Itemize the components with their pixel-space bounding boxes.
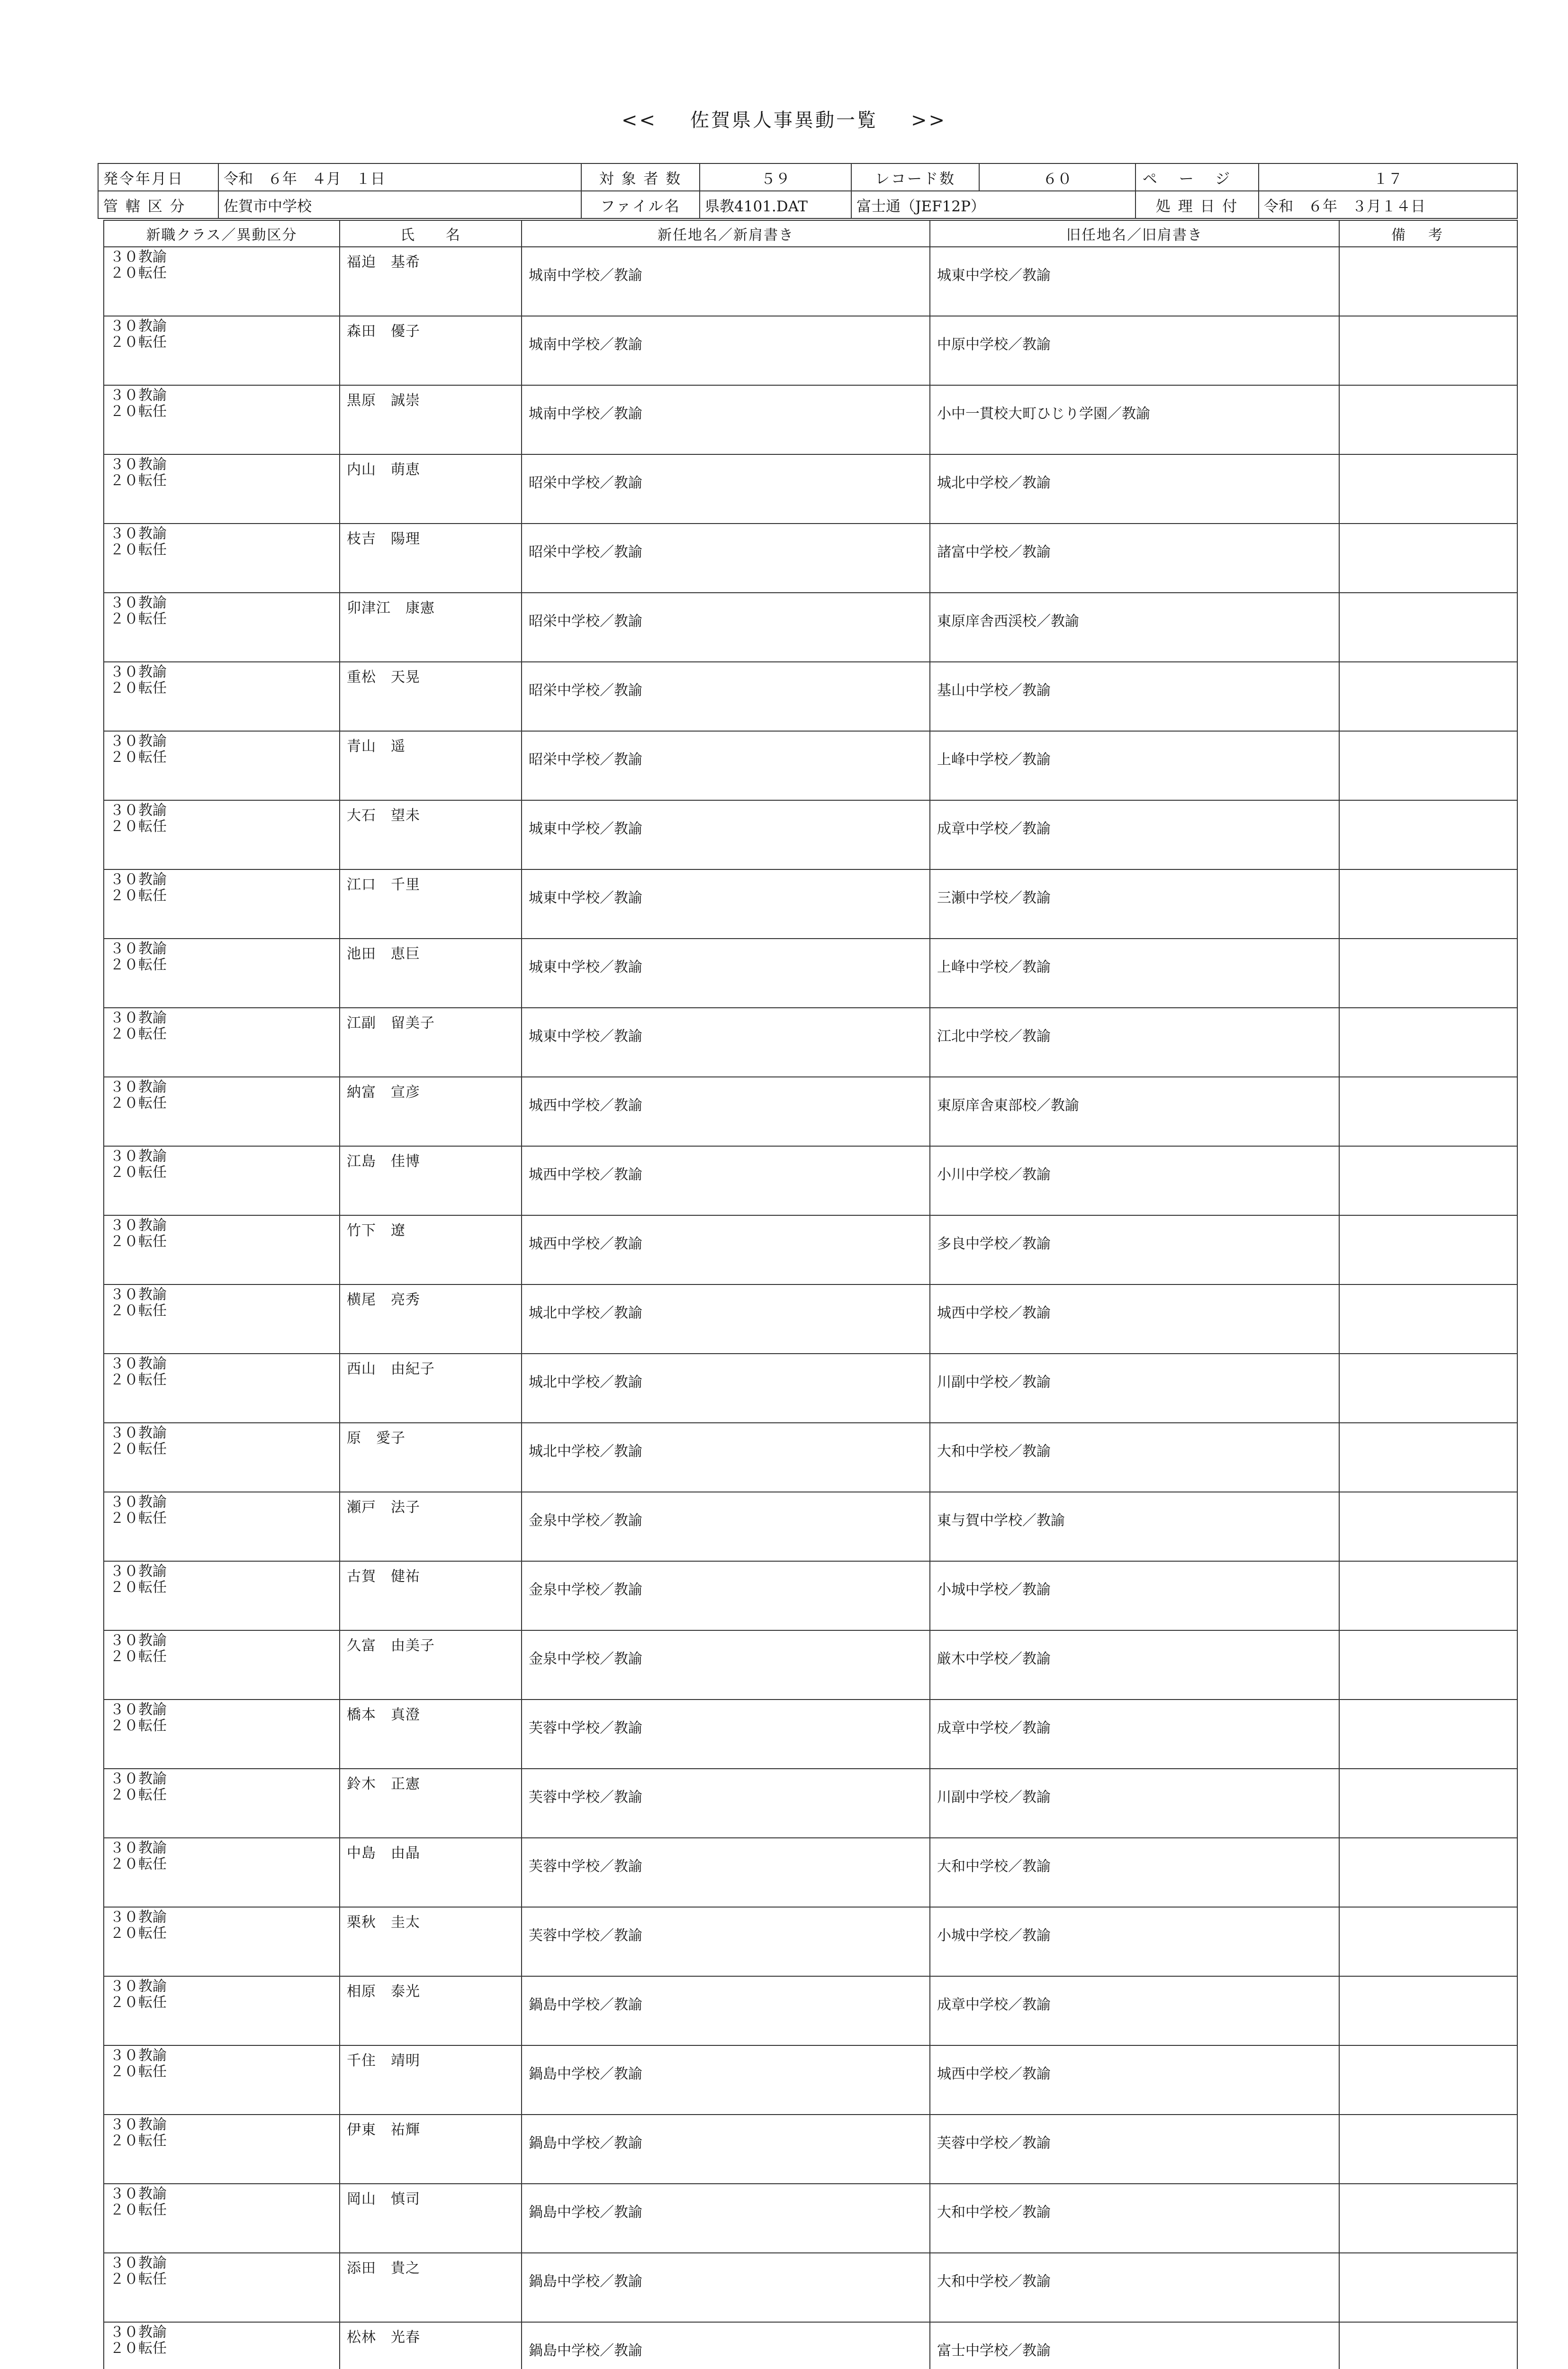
remarks xyxy=(1339,800,1517,869)
new-post: 城西中学校／教諭 xyxy=(522,1077,930,1146)
table-row xyxy=(104,524,1517,593)
table-row xyxy=(104,731,1517,800)
job-class: ３０教諭 xyxy=(110,664,167,680)
remarks xyxy=(1339,1215,1517,1284)
table-row xyxy=(104,939,1517,1008)
old-post: 三瀬中学校／教諭 xyxy=(930,869,1339,939)
transfer-type: ２０転任 xyxy=(110,334,167,351)
remarks xyxy=(1339,316,1517,385)
job-class: ３０教諭 xyxy=(110,940,167,957)
class-cell xyxy=(104,524,340,593)
old-post: 小城中学校／教諭 xyxy=(930,1907,1339,1976)
class-cell xyxy=(104,1976,340,2045)
class-cell xyxy=(104,1008,340,1077)
class-cell xyxy=(104,385,340,454)
class-cell xyxy=(104,2045,340,2115)
remarks xyxy=(1339,1284,1517,1354)
old-post: 城北中学校／教諭 xyxy=(930,454,1339,524)
col-header-class: 新職クラス／異動区分 xyxy=(104,220,340,247)
transfer-type: ２０転任 xyxy=(110,749,167,766)
remarks xyxy=(1339,2184,1517,2253)
remarks xyxy=(1339,593,1517,662)
old-post: 江北中学校／教諭 xyxy=(930,1008,1339,1077)
job-class: ３０教諭 xyxy=(110,2047,167,2064)
old-post: 東原庠舎東部校／教諭 xyxy=(930,1077,1339,1146)
transfer-type: ２０転任 xyxy=(110,1787,167,1803)
job-class: ３０教諭 xyxy=(110,1978,167,1995)
new-post: 城北中学校／教諭 xyxy=(522,1284,930,1354)
class-cell xyxy=(104,1630,340,1700)
remarks xyxy=(1339,2322,1517,2369)
class-cell xyxy=(104,662,340,731)
person-name: 松林 光春 xyxy=(340,2322,522,2369)
transfer-type: ２０転任 xyxy=(110,1579,167,1596)
old-post: 大和中学校／教諭 xyxy=(930,2253,1339,2322)
header-row-2 xyxy=(98,191,1517,218)
table-row xyxy=(104,1492,1517,1561)
table-row xyxy=(104,1976,1517,2045)
transfer-type: ２０転任 xyxy=(110,1925,167,1942)
remarks xyxy=(1339,385,1517,454)
person-name: 伊東 祐輝 xyxy=(340,2115,522,2184)
table-row xyxy=(104,1215,1517,1284)
new-post: 芙蓉中学校／教諭 xyxy=(522,1838,930,1907)
job-class: ３０教諭 xyxy=(110,1010,167,1026)
job-class: ３０教諭 xyxy=(110,2186,167,2202)
transfer-type: ２０転任 xyxy=(110,611,167,627)
remarks xyxy=(1339,869,1517,939)
table-row xyxy=(104,1561,1517,1630)
table-row xyxy=(104,1354,1517,1423)
class-cell xyxy=(104,1215,340,1284)
job-class: ３０教諭 xyxy=(110,1701,167,1718)
title-text: 佐賀県人事異動一覧 xyxy=(690,109,878,131)
new-post: 城西中学校／教諭 xyxy=(522,1215,930,1284)
remarks xyxy=(1339,2045,1517,2115)
target-count-value: ５９ xyxy=(700,163,851,191)
transfer-type: ２０転任 xyxy=(110,1994,167,2011)
old-post: 大和中学校／教諭 xyxy=(930,2184,1339,2253)
jurisdiction-value: 佐賀市中学校 xyxy=(218,191,581,218)
old-post: 基山中学校／教諭 xyxy=(930,662,1339,731)
transfer-type: ２０転任 xyxy=(110,1510,167,1527)
header-row-1 xyxy=(98,163,1517,191)
person-name: 古賀 健祐 xyxy=(340,1561,522,1630)
table-row xyxy=(104,1700,1517,1769)
class-cell xyxy=(104,1077,340,1146)
target-count-label: 対 象 者 数 xyxy=(581,163,700,191)
job-class: ３０教諭 xyxy=(110,2324,167,2341)
table-row xyxy=(104,454,1517,524)
transfer-type: ２０転任 xyxy=(110,542,167,558)
remarks xyxy=(1339,1354,1517,1423)
person-name: 納富 宣彦 xyxy=(340,1077,522,1146)
jurisdiction-label: 管 轄 区 分 xyxy=(98,191,218,218)
new-post: 城東中学校／教諭 xyxy=(522,1008,930,1077)
remarks xyxy=(1339,1630,1517,1700)
remarks xyxy=(1339,1838,1517,1907)
document-title xyxy=(0,105,1568,132)
table-row xyxy=(104,1423,1517,1492)
class-cell xyxy=(104,593,340,662)
transfer-type: ２０転任 xyxy=(110,1441,167,1457)
job-class: ３０教諭 xyxy=(110,802,167,819)
new-post: 城南中学校／教諭 xyxy=(522,316,930,385)
class-cell xyxy=(104,1146,340,1215)
old-post: 上峰中学校／教諭 xyxy=(930,939,1339,1008)
class-cell xyxy=(104,316,340,385)
col-header-remarks: 備考 xyxy=(1339,220,1517,247)
transfer-type: ２０転任 xyxy=(110,818,167,835)
title-open-mark: << xyxy=(621,109,657,131)
issue-date-value: 令和 ６年 ４月 １日 xyxy=(218,163,581,191)
person-name: 黒原 誠崇 xyxy=(340,385,522,454)
record-count-label: レコード数 xyxy=(851,163,979,191)
person-name: 江島 佳博 xyxy=(340,1146,522,1215)
job-class: ３０教諭 xyxy=(110,1286,167,1303)
table-row xyxy=(104,1907,1517,1976)
new-post: 昭栄中学校／教諭 xyxy=(522,662,930,731)
remarks xyxy=(1339,1423,1517,1492)
old-post: 小川中学校／教諭 xyxy=(930,1146,1339,1215)
processed-date-value: 令和 ６年 ３月１４日 xyxy=(1259,191,1517,218)
transfer-type: ２０転任 xyxy=(110,1718,167,1734)
class-cell xyxy=(104,1561,340,1630)
person-name: 青山 遥 xyxy=(340,731,522,800)
transfer-type: ２０転任 xyxy=(110,1164,167,1181)
old-post: 成章中学校／教諭 xyxy=(930,800,1339,869)
remarks xyxy=(1339,1077,1517,1146)
remarks xyxy=(1339,731,1517,800)
person-name: 中島 由晶 xyxy=(340,1838,522,1907)
new-post: 鍋島中学校／教諭 xyxy=(522,2184,930,2253)
person-name: 福迫 基希 xyxy=(340,247,522,316)
person-name: 西山 由紀子 xyxy=(340,1354,522,1423)
class-cell xyxy=(104,1769,340,1838)
new-post: 芙蓉中学校／教諭 xyxy=(522,1907,930,1976)
transfer-type: ２０転任 xyxy=(110,1302,167,1319)
class-cell xyxy=(104,2253,340,2322)
table-row xyxy=(104,1630,1517,1700)
old-post: 多良中学校／教諭 xyxy=(930,1215,1339,1284)
job-class: ３０教諭 xyxy=(110,1079,167,1095)
new-post: 鍋島中学校／教諭 xyxy=(522,2045,930,2115)
job-class: ３０教諭 xyxy=(110,1840,167,1856)
job-class: ３０教諭 xyxy=(110,318,167,335)
person-name: 竹下 遼 xyxy=(340,1215,522,1284)
old-post: 小城中学校／教諭 xyxy=(930,1561,1339,1630)
job-class: ３０教諭 xyxy=(110,2255,167,2271)
new-post: 城南中学校／教諭 xyxy=(522,247,930,316)
person-name: 原 愛子 xyxy=(340,1423,522,1492)
remarks xyxy=(1339,524,1517,593)
old-post: 芙蓉中学校／教諭 xyxy=(930,2115,1339,2184)
person-name: 橋本 真澄 xyxy=(340,1700,522,1769)
table-row xyxy=(104,316,1517,385)
old-post: 中原中学校／教諭 xyxy=(930,316,1339,385)
old-post: 城西中学校／教諭 xyxy=(930,2045,1339,2115)
old-post: 成章中学校／教諭 xyxy=(930,1976,1339,2045)
table-row xyxy=(104,2045,1517,2115)
person-name: 添田 貴之 xyxy=(340,2253,522,2322)
table-row xyxy=(104,1146,1517,1215)
transfer-type: ２０転任 xyxy=(110,1856,167,1872)
person-name: 大石 望未 xyxy=(340,800,522,869)
new-post: 芙蓉中学校／教諭 xyxy=(522,1769,930,1838)
table-row xyxy=(104,2322,1517,2369)
issue-date-label: 発令年月日 xyxy=(98,163,218,191)
class-cell xyxy=(104,869,340,939)
person-name: 瀬戸 法子 xyxy=(340,1492,522,1561)
new-post: 城北中学校／教諭 xyxy=(522,1423,930,1492)
title-close-mark: >> xyxy=(911,109,947,131)
new-post: 城東中学校／教諭 xyxy=(522,869,930,939)
person-name: 岡山 慎司 xyxy=(340,2184,522,2253)
class-cell xyxy=(104,731,340,800)
vendor-value: 富士通（JEF12P） xyxy=(851,191,1135,218)
person-name: 横尾 亮秀 xyxy=(340,1284,522,1354)
table-row xyxy=(104,869,1517,939)
new-post: 昭栄中学校／教諭 xyxy=(522,731,930,800)
remarks xyxy=(1339,1008,1517,1077)
table-row xyxy=(104,593,1517,662)
job-class: ３０教諭 xyxy=(110,1563,167,1580)
old-post: 大和中学校／教諭 xyxy=(930,1423,1339,1492)
new-post: 昭栄中学校／教諭 xyxy=(522,593,930,662)
remarks xyxy=(1339,1561,1517,1630)
transfer-type: ２０転任 xyxy=(110,1372,167,1388)
person-name: 池田 恵巨 xyxy=(340,939,522,1008)
table-row xyxy=(104,2184,1517,2253)
class-cell xyxy=(104,2115,340,2184)
class-cell xyxy=(104,1354,340,1423)
file-name-label: ファイル名 xyxy=(581,191,700,218)
remarks xyxy=(1339,2115,1517,2184)
new-post: 鍋島中学校／教諭 xyxy=(522,2115,930,2184)
job-class: ３０教諭 xyxy=(110,871,167,888)
job-class: ３０教諭 xyxy=(110,733,167,750)
remarks xyxy=(1339,1146,1517,1215)
transfer-type: ２０転任 xyxy=(110,1026,167,1042)
old-post: 諸富中学校／教諭 xyxy=(930,524,1339,593)
old-post: 厳木中学校／教諭 xyxy=(930,1630,1339,1700)
person-name: 重松 天晃 xyxy=(340,662,522,731)
new-post: 鍋島中学校／教諭 xyxy=(522,1976,930,2045)
new-post: 昭栄中学校／教諭 xyxy=(522,524,930,593)
job-class: ３０教諭 xyxy=(110,387,167,404)
column-header-row xyxy=(104,220,1517,247)
old-post: 東原庠舎西渓校／教諭 xyxy=(930,593,1339,662)
transfer-type: ２０転任 xyxy=(110,265,167,281)
job-class: ３０教諭 xyxy=(110,1148,167,1165)
new-post: 昭栄中学校／教諭 xyxy=(522,454,930,524)
class-cell xyxy=(104,1907,340,1976)
new-post: 城東中学校／教諭 xyxy=(522,939,930,1008)
old-post: 川副中学校／教諭 xyxy=(930,1769,1339,1838)
old-post: 大和中学校／教諭 xyxy=(930,1838,1339,1907)
table-row xyxy=(104,1838,1517,1907)
transfer-type: ２０転任 xyxy=(110,887,167,904)
job-class: ３０教諭 xyxy=(110,1425,167,1441)
class-cell xyxy=(104,2322,340,2369)
table-row xyxy=(104,662,1517,731)
class-cell xyxy=(104,454,340,524)
table-row xyxy=(104,2253,1517,2322)
remarks xyxy=(1339,1907,1517,1976)
table-row xyxy=(104,1077,1517,1146)
class-cell xyxy=(104,1838,340,1907)
transfer-type: ２０転任 xyxy=(110,1233,167,1250)
remarks xyxy=(1339,247,1517,316)
job-class: ３０教諭 xyxy=(110,525,167,542)
person-name: 枝吉 陽理 xyxy=(340,524,522,593)
transfer-type: ２０転任 xyxy=(110,472,167,489)
table-row xyxy=(104,800,1517,869)
job-class: ３０教諭 xyxy=(110,249,167,265)
transfer-type: ２０転任 xyxy=(110,2063,167,2080)
class-cell xyxy=(104,1700,340,1769)
person-name: 久富 由美子 xyxy=(340,1630,522,1700)
new-post: 城東中学校／教諭 xyxy=(522,800,930,869)
class-cell xyxy=(104,1423,340,1492)
remarks xyxy=(1339,1769,1517,1838)
table-row xyxy=(104,1008,1517,1077)
job-class: ３０教諭 xyxy=(110,595,167,611)
new-post: 城北中学校／教諭 xyxy=(522,1354,930,1423)
transfer-type: ２０転任 xyxy=(110,957,167,973)
new-post: 鍋島中学校／教諭 xyxy=(522,2253,930,2322)
new-post: 金泉中学校／教諭 xyxy=(522,1630,930,1700)
old-post: 城西中学校／教諭 xyxy=(930,1284,1339,1354)
record-count-value: ６０ xyxy=(979,163,1135,191)
class-cell xyxy=(104,247,340,316)
person-name: 栗秋 圭太 xyxy=(340,1907,522,1976)
class-cell xyxy=(104,939,340,1008)
remarks xyxy=(1339,939,1517,1008)
person-name: 内山 萌恵 xyxy=(340,454,522,524)
new-post: 城南中学校／教諭 xyxy=(522,385,930,454)
transfer-type: ２０転任 xyxy=(110,2271,167,2288)
job-class: ３０教諭 xyxy=(110,1494,167,1510)
class-cell xyxy=(104,1492,340,1561)
remarks xyxy=(1339,2253,1517,2322)
new-post: 鍋島中学校／教諭 xyxy=(522,2322,930,2369)
new-post: 芙蓉中学校／教諭 xyxy=(522,1700,930,1769)
processed-date-label: 処 理 日 付 xyxy=(1135,191,1259,218)
remarks xyxy=(1339,662,1517,731)
job-class: ３０教諭 xyxy=(110,1771,167,1787)
transfer-type: ２０転任 xyxy=(110,2202,167,2218)
job-class: ３０教諭 xyxy=(110,1356,167,1372)
job-class: ３０教諭 xyxy=(110,1632,167,1649)
person-name: 江副 留美子 xyxy=(340,1008,522,1077)
remarks xyxy=(1339,1492,1517,1561)
class-cell xyxy=(104,800,340,869)
page-value: １７ xyxy=(1259,163,1517,191)
job-class: ３０教諭 xyxy=(110,1909,167,1926)
old-post: 富士中学校／教諭 xyxy=(930,2322,1339,2369)
table-row xyxy=(104,1769,1517,1838)
col-header-new-post: 新任地名／新肩書き xyxy=(522,220,930,247)
file-name-value: 県教4101.DAT xyxy=(700,191,851,218)
new-post: 金泉中学校／教諭 xyxy=(522,1561,930,1630)
remarks xyxy=(1339,454,1517,524)
page-label: ページ xyxy=(1135,163,1259,191)
person-name: 卯津江 康憲 xyxy=(340,593,522,662)
new-post: 城西中学校／教諭 xyxy=(522,1146,930,1215)
remarks xyxy=(1339,1976,1517,2045)
table-row xyxy=(104,385,1517,454)
transfer-type: ２０転任 xyxy=(110,2340,167,2357)
class-cell xyxy=(104,2184,340,2253)
old-post: 東与賀中学校／教諭 xyxy=(930,1492,1339,1561)
job-class: ３０教諭 xyxy=(110,1217,167,1234)
person-name: 千住 靖明 xyxy=(340,2045,522,2115)
old-post: 小中一貫校大町ひじり学園／教諭 xyxy=(930,385,1339,454)
transfer-type: ２０転任 xyxy=(110,2133,167,2149)
header-info-table xyxy=(98,163,1518,219)
table-row xyxy=(104,1284,1517,1354)
person-name: 江口 千里 xyxy=(340,869,522,939)
transfer-list-table xyxy=(103,220,1518,2369)
transfer-type: ２０転任 xyxy=(110,680,167,696)
transfer-type: ２０転任 xyxy=(110,1648,167,1665)
old-post: 上峰中学校／教諭 xyxy=(930,731,1339,800)
old-post: 城東中学校／教諭 xyxy=(930,247,1339,316)
person-name: 森田 優子 xyxy=(340,316,522,385)
transfer-type: ２０転任 xyxy=(110,403,167,420)
old-post: 川副中学校／教諭 xyxy=(930,1354,1339,1423)
remarks xyxy=(1339,1700,1517,1769)
job-class: ３０教諭 xyxy=(110,2116,167,2133)
person-name: 相原 泰光 xyxy=(340,1976,522,2045)
col-header-old-post: 旧任地名／旧肩書き xyxy=(930,220,1339,247)
col-header-name: 氏 名 xyxy=(340,220,522,247)
person-name: 鈴木 正憲 xyxy=(340,1769,522,1838)
transfer-type: ２０転任 xyxy=(110,1095,167,1112)
class-cell xyxy=(104,1284,340,1354)
new-post: 金泉中学校／教諭 xyxy=(522,1492,930,1561)
table-row xyxy=(104,2115,1517,2184)
old-post: 成章中学校／教諭 xyxy=(930,1700,1339,1769)
table-row xyxy=(104,247,1517,316)
job-class: ３０教諭 xyxy=(110,456,167,473)
